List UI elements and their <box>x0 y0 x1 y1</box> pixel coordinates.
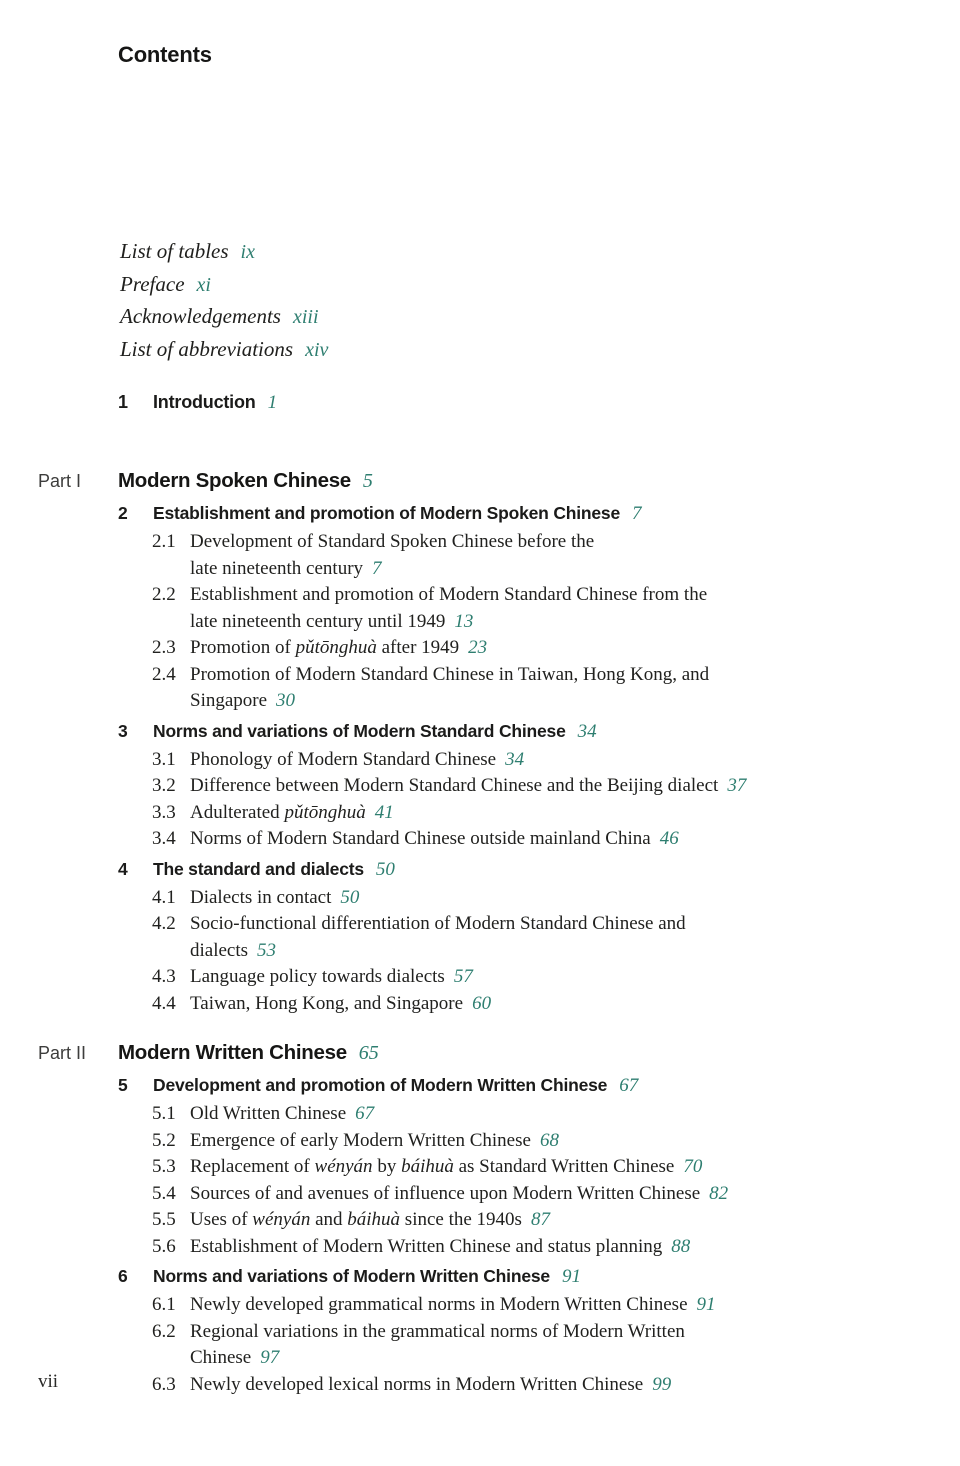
section-entry <box>152 885 960 912</box>
section-entry <box>152 964 960 991</box>
section-page-number: 87 <box>530 1209 550 1230</box>
chapter-page-number: 50 <box>375 858 395 880</box>
section-title: Establishment and promotion of Modern Standard Chinese from the late nineteenth century until 1949 13 <box>190 584 708 632</box>
chapter-title: The standard and dialects <box>153 858 364 879</box>
section-page-number: 60 <box>472 992 492 1014</box>
section-title: Norms of Modern Standard Chinese outside mainland China 46 <box>190 828 679 849</box>
section-number: 3.2 <box>152 775 176 796</box>
section-title: Adulterated pǔtōnghuà 41 <box>190 801 394 823</box>
front-matter-page-number: ix <box>240 241 255 263</box>
chapter-page-number: 67 <box>619 1075 639 1096</box>
section-title: Phonology of Modern Standard Chinese 34 <box>190 748 525 770</box>
section-number: 4.1 <box>152 886 176 908</box>
part-label: Part II <box>38 1043 87 1063</box>
section-number: 6.2 <box>152 1320 176 1342</box>
section-number: 2.4 <box>152 663 176 685</box>
chapter-entry <box>118 1073 960 1098</box>
front-matter-label: Acknowledgements <box>120 304 281 328</box>
part-title: Modern Spoken Chinese <box>118 469 351 492</box>
chapter-entry <box>118 501 960 526</box>
section-entry <box>152 1234 960 1261</box>
section-entry <box>152 991 960 1018</box>
section-number: 5.6 <box>152 1235 176 1257</box>
section-entry <box>152 800 960 827</box>
section-title: Development of Standard Spoken Chinese before the late nineteenth century 7 <box>190 531 595 579</box>
section-title: Promotion of pǔtōnghuà after 1949 23 <box>190 637 488 658</box>
section-title: Replacement of wényán by báihuà as Standard Written Chinese 70 <box>190 1156 703 1177</box>
page-folio: vii <box>38 1371 59 1392</box>
section-page-number: 50 <box>340 886 360 908</box>
section-entry <box>152 773 960 800</box>
section-title: Emergence of early Modern Written Chinese 68 <box>190 1129 559 1151</box>
chapter-number: 6 <box>118 1266 128 1286</box>
section-number: 5.5 <box>152 1209 176 1230</box>
pinyin-term: pǔtōnghuà <box>284 801 366 823</box>
pinyin-term: wényán <box>252 1209 311 1230</box>
section-page-number: 57 <box>453 966 473 987</box>
section-entry <box>152 747 960 774</box>
section-number: 4.3 <box>152 966 176 987</box>
section-title: Taiwan, Hong Kong, and Singapore 60 <box>190 992 492 1014</box>
section-page-number: 53 <box>257 939 277 961</box>
section-entry <box>152 911 960 964</box>
section-entry <box>152 1128 960 1155</box>
section-page-number: 30 <box>276 690 296 711</box>
pinyin-term: pǔtōnghuà <box>295 637 377 658</box>
chapter-entry <box>118 857 960 882</box>
part-page-number: 5 <box>362 470 373 492</box>
section-page-number: 37 <box>727 775 747 796</box>
pinyin-term: báihuà <box>347 1209 401 1230</box>
chapter-page-number: 1 <box>267 392 278 413</box>
section-page-number: 99 <box>652 1373 672 1395</box>
section-number: 4.2 <box>152 913 176 934</box>
section-title: Establishment of Modern Written Chinese and status planning 88 <box>190 1235 691 1257</box>
section-page-number: 13 <box>454 610 474 632</box>
section-number: 3.3 <box>152 801 176 823</box>
chapter-entry <box>118 719 960 744</box>
part-title: Modern Written Chinese <box>118 1041 347 1064</box>
section-page-number: 34 <box>505 748 525 770</box>
section-title: Newly developed lexical norms in Modern Written Chinese 99 <box>190 1373 672 1395</box>
section-number: 2.2 <box>152 584 176 605</box>
chapter-number: 2 <box>118 503 128 523</box>
section-page-number: 97 <box>260 1347 280 1368</box>
chapter-entry-introduction <box>118 390 960 415</box>
section-page-number: 67 <box>355 1103 375 1124</box>
part-block <box>0 1039 960 1398</box>
front-matter-item <box>120 269 960 302</box>
section-page-number: 82 <box>709 1182 729 1204</box>
chapter-number: 4 <box>118 858 128 879</box>
front-matter-page-number: xiii <box>292 306 319 328</box>
section-title: Old Written Chinese 67 <box>190 1103 375 1124</box>
chapter-number: 3 <box>118 720 128 741</box>
part-page-number: 65 <box>358 1042 379 1064</box>
section-page-number: 41 <box>374 801 394 823</box>
section-number: 6.1 <box>152 1294 176 1315</box>
section-entry <box>152 635 960 662</box>
section-title: Dialects in contact 50 <box>190 886 360 908</box>
chapter-page-number: 7 <box>632 503 642 524</box>
section-entry <box>152 1319 960 1372</box>
front-matter-label: List of abbreviations <box>120 336 294 361</box>
section-number: 3.4 <box>152 828 176 849</box>
part-block <box>0 467 960 1017</box>
chapter-page-number: 91 <box>561 1266 581 1287</box>
section-number: 3.1 <box>152 748 176 770</box>
section-entry <box>152 529 960 582</box>
section-title: Language policy towards dialects 57 <box>190 966 473 987</box>
front-matter-page-number: xi <box>196 273 211 296</box>
section-number: 5.2 <box>152 1129 176 1151</box>
section-entry <box>152 1154 960 1181</box>
section-page-number: 23 <box>468 637 488 658</box>
section-number: 5.1 <box>152 1103 176 1124</box>
chapter-entry <box>118 1264 960 1289</box>
section-entry <box>152 582 960 635</box>
section-number: 2.3 <box>152 637 176 658</box>
front-matter-list <box>120 236 960 366</box>
section-page-number: 46 <box>659 828 679 849</box>
section-title: Promotion of Modern Standard Chinese in Taiwan, Hong Kong, and Singapore 30 <box>190 663 710 711</box>
section-page-number: 70 <box>683 1156 703 1177</box>
chapter-title: Introduction <box>153 392 256 412</box>
front-matter-label: Preface <box>120 271 185 296</box>
section-entry <box>152 1181 960 1208</box>
front-matter-page-number: xiv <box>305 338 329 361</box>
section-entry <box>152 1292 960 1319</box>
chapter-number: 5 <box>118 1075 128 1095</box>
section-page-number: 68 <box>539 1129 559 1151</box>
section-title: Sources of and avenues of influence upon Modern Written Chinese 82 <box>190 1182 729 1204</box>
section-entry <box>152 1372 960 1399</box>
chapter-title: Norms and variations of Modern Standard Chinese <box>153 720 566 741</box>
section-number: 6.3 <box>152 1373 176 1395</box>
section-title: Uses of wényán and báihuà since the 1940s 87 <box>190 1209 550 1230</box>
section-title: Difference between Modern Standard Chinese and the Beijing dialect 37 <box>190 775 747 796</box>
section-number: 5.3 <box>152 1156 176 1177</box>
parts-container <box>0 467 960 1398</box>
section-entry <box>152 1207 960 1234</box>
part-heading <box>38 467 960 495</box>
chapter-page-number: 34 <box>577 720 597 742</box>
section-page-number: 7 <box>372 557 382 579</box>
front-matter-label: List of tables <box>120 239 229 263</box>
section-title: Regional variations in the grammatical norms of Modern Written Chinese 97 <box>190 1320 685 1368</box>
section-title: Socio-functional differentiation of Modern Standard Chinese and dialects 53 <box>190 913 686 961</box>
section-number: 2.1 <box>152 531 176 552</box>
page-title: Contents <box>118 42 212 67</box>
front-matter-item <box>120 236 960 269</box>
chapter-title: Norms and variations of Modern Written Chinese <box>153 1266 550 1286</box>
chapter-title: Establishment and promotion of Modern Spoken Chinese <box>153 503 620 523</box>
section-title: Newly developed grammatical norms in Modern Written Chinese 91 <box>190 1294 716 1315</box>
section-entry <box>152 1101 960 1128</box>
part-label: Part I <box>38 471 82 491</box>
section-entry <box>152 826 960 853</box>
section-entry <box>152 662 960 715</box>
section-page-number: 91 <box>696 1294 716 1315</box>
chapter-title: Development and promotion of Modern Written Chinese <box>153 1075 608 1095</box>
part-heading <box>38 1039 960 1067</box>
front-matter-item <box>120 301 960 334</box>
pinyin-term: wényán <box>314 1156 373 1177</box>
front-matter-item <box>120 334 960 367</box>
section-page-number: 88 <box>671 1235 691 1257</box>
section-number: 5.4 <box>152 1182 176 1204</box>
pinyin-term: báihuà <box>401 1156 454 1177</box>
section-number: 4.4 <box>152 992 176 1014</box>
chapter-number: 1 <box>118 392 128 412</box>
